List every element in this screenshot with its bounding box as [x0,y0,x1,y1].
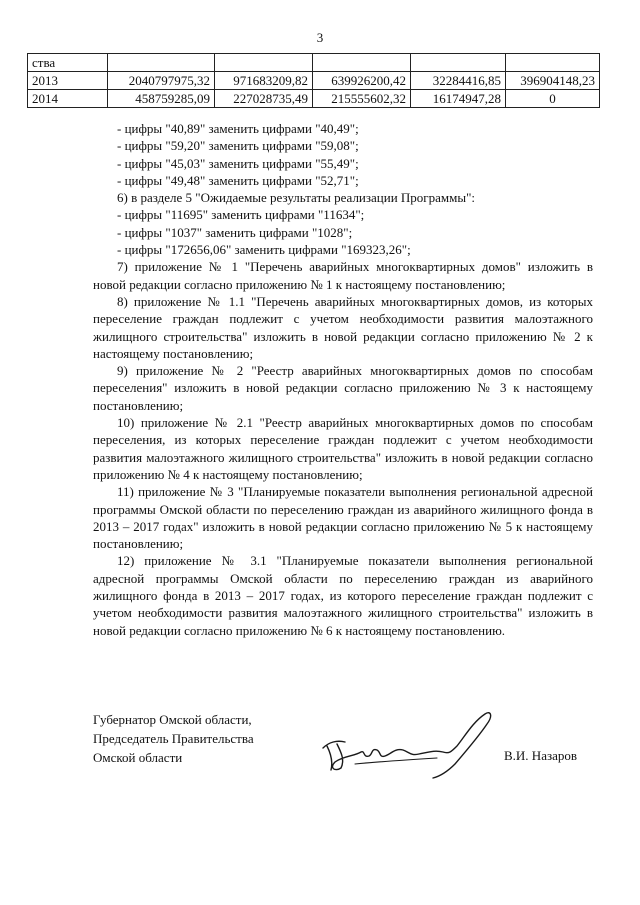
table-cell: 639926200,42 [313,72,411,90]
table-row [28,72,600,90]
table-cell [215,54,313,72]
table-row [28,90,600,108]
paragraph: 9) приложение № 2 "Реестр аварийных многоквартирных домов по способам переселения" изложить в новой редакции согласно приложению № 3 к настоящему постановлению; [93,363,593,413]
paragraph: - цифры "1037" заменить цифрами "1028"; [117,224,353,240]
paragraph: - цифры "49,48" заменить цифрами "52,71"; [117,172,359,188]
paragraph: 10) приложение № 2.1 "Реестр аварийных многоквартирных домов по способам переселения, из которых переселение граждан подлежит с учетом необходимости развития малоэтажного жилищного строительства" изложить в новой редакции согласно приложению № 4 к настоящему постановлению; [93,415,593,482]
paragraph: - цифры "45,03" заменить цифрами "55,49"; [117,155,359,171]
table-cell [411,54,506,72]
table-cell: 0 [506,90,600,108]
paragraph: - цифры "59,20" заменить цифрами "59,08"; [117,138,359,154]
table-cell: 396904148,23 [506,72,600,90]
paragraph: 11) приложение № 3 "Планируемые показатели выполнения региональной адресной программы Омской области по переселению граждан из аварийного жилищного фонда в 2013 – 2017 годах" изложить в новой редакции согласно приложению № 5 к настоящему постановлению; [93,484,593,552]
signatory-title-line: Губернатор Омской области, [93,712,252,727]
document-body [93,120,593,639]
paragraph: 7) приложение № 1 "Перечень аварийных многоквартирных домов" изложить в новой редакции согласно приложению № 1 к настоящему постановлению; [93,259,593,292]
table-row [28,54,600,72]
table-cell: 971683209,82 [215,72,313,90]
table-cell: ства [28,54,108,72]
table-cell: 2014 [28,90,108,108]
signatory-name: В.И. Назаров [504,748,578,763]
paragraph: 8) приложение № 1.1 "Перечень аварийных многоквартирных домов, из которых переселение граждан подлежит с учетом необходимости развития малоэтажного жилищного строительства" изложить в новой редакции согласно приложению № 2 к настоящему постановлению; [93,293,593,361]
budget-table [27,53,600,108]
table-cell: 16174947,28 [411,90,506,108]
page-number: 3 [316,30,324,45]
table-cell: 458759285,09 [108,90,215,108]
signatory-title [93,710,254,767]
paragraph: 12) приложение № 3.1 "Планируемые показатели выполнения региональной адресной программы Омской области по переселению граждан из аварийного жилищного фонда в 2013 – 2017 годах, из которого переселение граждан подлежит с учетом необходимости развития малоэтажного жилищного строительства" изложить в новой редакции согласно приложению № 6 к настоящему постановлению. [93,553,593,638]
table-cell: 2040797975,32 [108,72,215,90]
paragraph: 6) в разделе 5 "Ожидаемые результаты реализации Программы": [117,190,476,206]
table-cell: 2013 [28,72,108,90]
paragraph: - цифры "172656,06" заменить цифрами "169323,26"; [117,242,411,258]
paragraph: - цифры "40,89" заменить цифрами "40,49"; [117,121,359,136]
table-cell: 32284416,85 [411,72,506,90]
table-cell [313,54,411,72]
table-cell: 227028735,49 [215,90,313,108]
signatory-title-line: Омской области [93,750,183,765]
table-cell [506,54,600,72]
paragraph: - цифры "11695" заменить цифрами "11634"; [117,207,365,223]
handwritten-signature [315,706,500,781]
table-cell: 215555602,32 [313,90,411,108]
table-cell [108,54,215,72]
signatory-title-line: Председатель Правительства [93,731,254,746]
